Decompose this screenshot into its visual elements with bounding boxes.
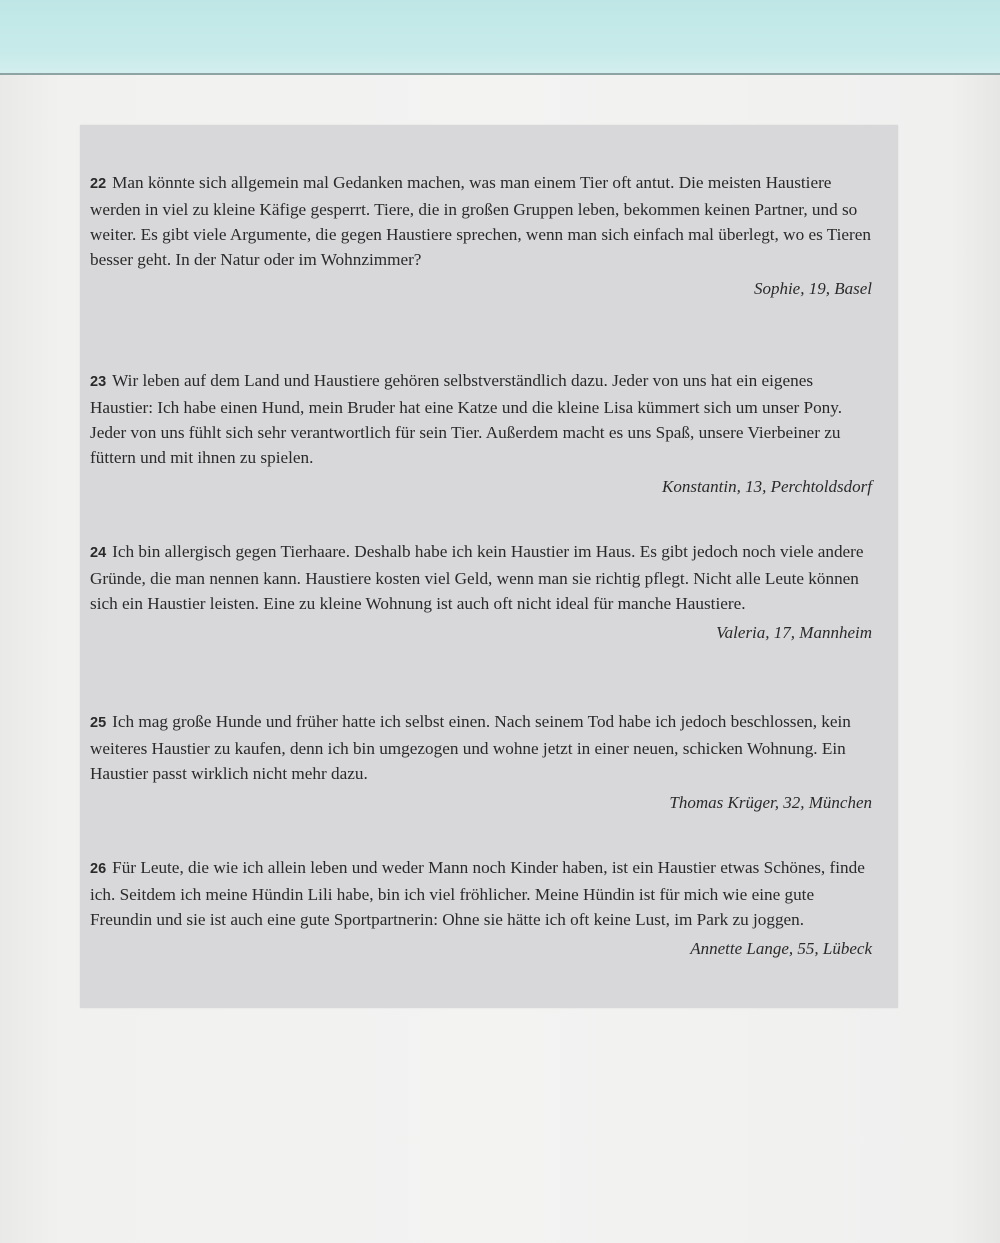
entry-text: [90, 368, 880, 470]
entry-24: [90, 539, 880, 645]
entry-text: [90, 855, 880, 932]
entry-body: Wir leben auf dem Land und Haustiere gehören selbstverständlich dazu. Jeder von uns hat ein eigenes Haustier: Ich habe einen Hund, mein Bruder hat eine Katze und die kleine Lisa kümmert sich um unser Pony. Jeder von uns fühlt sich sehr verantwortlich für sein Tier. Außerdem macht es uns Spaß, unsere Vierbeiner zu füttern und mit ihnen zu spielen.: [90, 371, 843, 467]
entry-body: Für Leute, die wie ich allein leben und weder Mann noch Kinder haben, ist ein Haustier etwas Schönes, finde ich. Seitdem ich meine Hündin Lili habe, bin ich viel fröhlicher. Meine Hündin ist für mich wie eine gute Freundin und sie ist auch eine gute Sportpartnerin: Ohne sie hätte ich oft keine Lust, im Park zu joggen.: [90, 858, 865, 929]
entry-body: Ich bin allergisch gegen Tierhaare. Deshalb habe ich kein Haustier im Haus. Es gibt jedoch noch viele andere Gründe, die man nennen kann. Haustiere kosten viel Geld, wenn man sie richtig pflegt. Nicht alle Leute können sich ein Haustier leisten. Eine zu kleine Wohnung ist auch oft nicht ideal für manche Haustiere.: [90, 542, 864, 613]
entry-22: [90, 170, 880, 301]
entry-25: [90, 709, 880, 815]
entry-number: 26: [90, 861, 107, 877]
entry-signature: Annette Lange, 55, Lübeck: [690, 939, 872, 958]
entry-26: [90, 855, 880, 961]
entry-signature: Valeria, 17, Mannheim: [716, 623, 872, 642]
entry-text: [90, 539, 880, 616]
entry-23: [90, 368, 880, 499]
entry-signature: Sophie, 19, Basel: [753, 279, 872, 298]
entry-number: 25: [90, 715, 107, 731]
entry-body: Man könnte sich allgemein mal Gedanken machen, was man einem Tier oft antut. Die meisten Haustiere werden in viel zu kleine Käfige gesperrt. Tiere, die in großen Gruppen leben, bekommen keinen Partner, und so weiter. Es gibt viele Argumente, die gegen Haustiere sprechen, wenn man sich einfach mal überlegt, wo es Tieren besser geht. In der Natur oder im Wohnzimmer?: [90, 173, 872, 269]
entry-body: Ich mag große Hunde und früher hatte ich selbst einen. Nach seinem Tod habe ich jedoch beschlossen, kein weiteres Haustier zu kaufen, denn ich bin umgezogen und wohne jetzt in einer neuen, schicken Wohnung. Ein Haustier passt wirklich nicht mehr dazu.: [90, 712, 851, 783]
entry-signature: Konstantin, 13, Perchtoldsdorf: [662, 477, 872, 496]
entry-number: 22: [90, 176, 107, 192]
entry-signature: Thomas Krüger, 32, München: [669, 793, 872, 812]
page-top-band: [0, 0, 1000, 74]
entry-number: 23: [90, 374, 107, 390]
entry-text: [90, 709, 880, 786]
entry-text: [90, 170, 880, 272]
entry-number: 24: [90, 545, 107, 561]
